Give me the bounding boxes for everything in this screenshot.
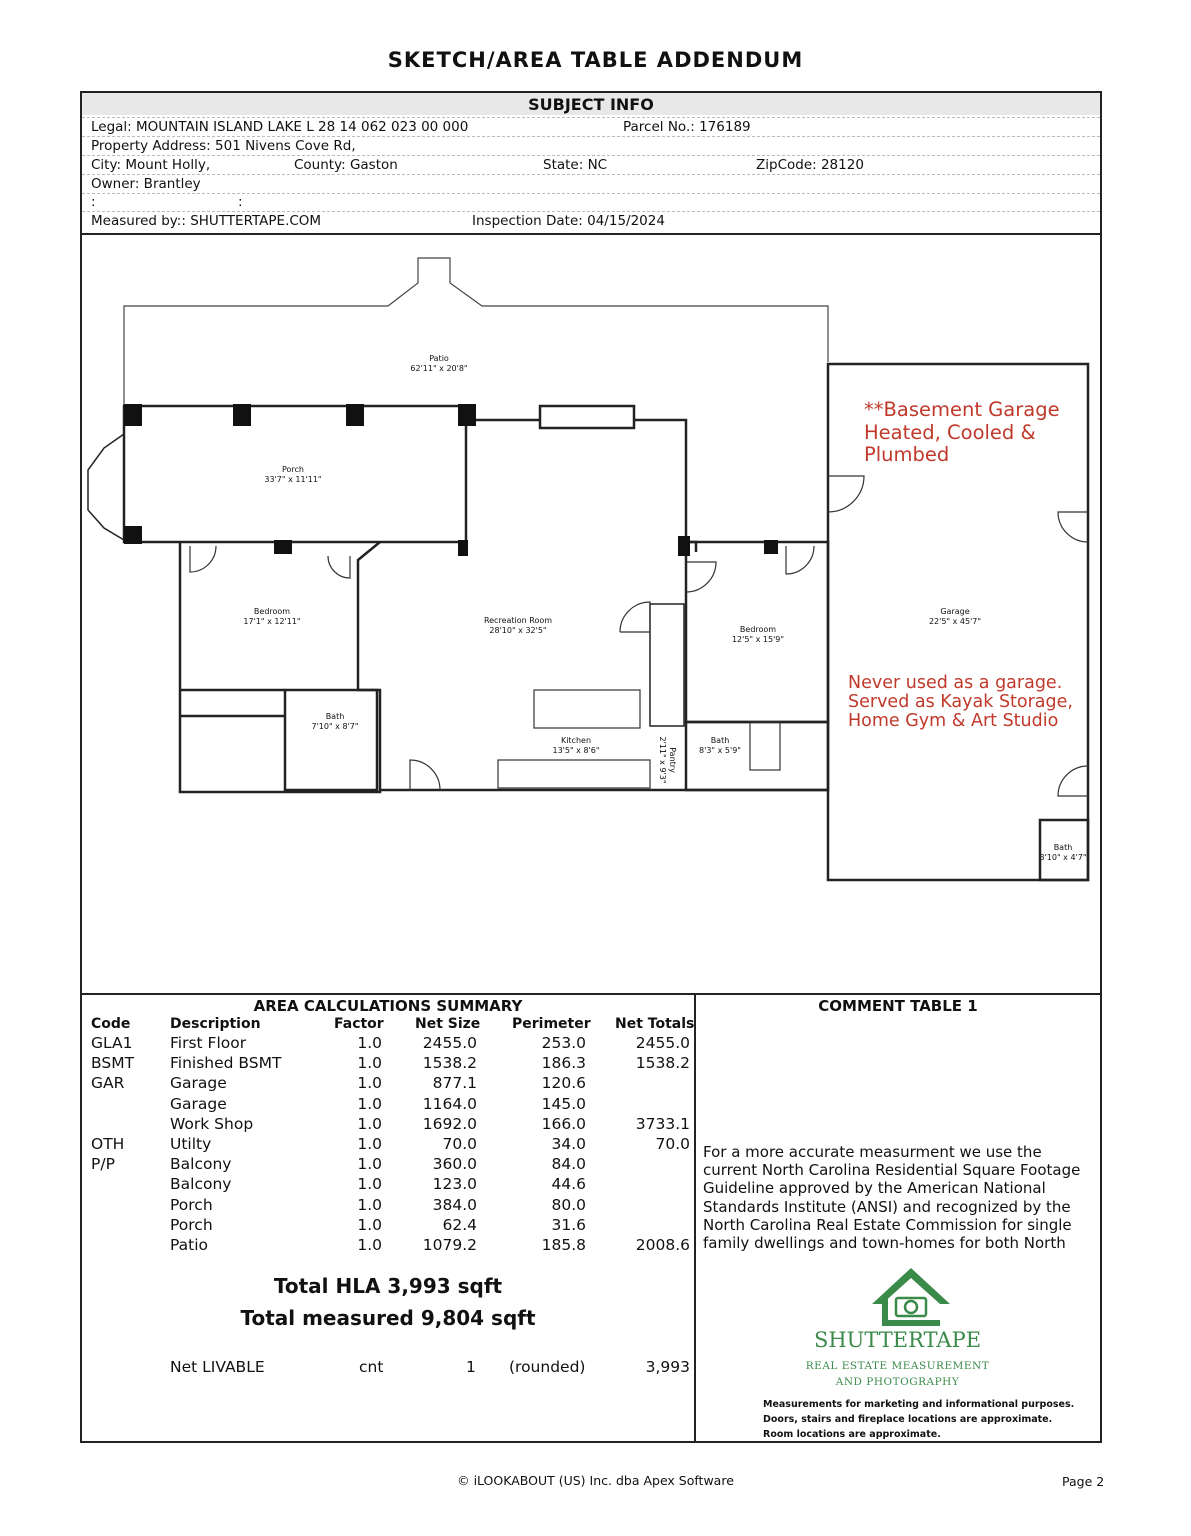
calc-cell-desc: Utilty xyxy=(170,1135,212,1153)
calc-cell-desc: Porch xyxy=(170,1195,213,1214)
calc-cell-desc: Patio xyxy=(170,1236,209,1254)
calc-cell-size: 384.0 xyxy=(432,1195,477,1214)
empty-field-colon: : xyxy=(238,194,243,210)
room-name: Bedroom xyxy=(739,625,777,634)
calc-cell-perim: 185.8 xyxy=(541,1236,586,1254)
room-dims: 2'11" x 9'3" xyxy=(658,736,667,784)
divider xyxy=(82,136,1100,137)
calc-section-border xyxy=(82,993,1100,995)
kitchen-island xyxy=(534,690,640,728)
room-dims: 28'10" x 32'5" xyxy=(489,626,547,635)
calc-cell-factor: 1.0 xyxy=(357,1175,382,1194)
room-name: Bath xyxy=(325,712,345,721)
calc-cell-total: 70.0 xyxy=(655,1135,690,1153)
total-measured: Total measured 9,804 sqft xyxy=(240,1306,536,1330)
room-name: Bath xyxy=(710,736,730,745)
room-name: Bath xyxy=(1053,843,1073,852)
room-dims: 12'5" x 15'9" xyxy=(731,635,785,644)
calc-cell-desc: First Floor xyxy=(170,1034,247,1052)
calc-cell-perim: 186.3 xyxy=(541,1054,586,1073)
calc-cell-perim: 34.0 xyxy=(551,1135,586,1153)
disclaimer-line: Measurements for marketing and informational purposes. xyxy=(763,1399,1075,1410)
calc-cell-desc: Garage xyxy=(170,1074,227,1093)
patio-outline xyxy=(124,258,828,406)
column-header: Net Totals xyxy=(615,1016,695,1032)
garage-note-line: Plumbed xyxy=(864,443,950,466)
room-dims: 62'11" x 20'8" xyxy=(410,364,468,373)
subject-section-border xyxy=(82,233,1100,235)
area-calc-heading: AREA CALCULATIONS SUMMARY xyxy=(253,997,523,1015)
document-title: SKETCH/AREA TABLE ADDENDUM xyxy=(387,48,804,72)
bath-right-walls xyxy=(686,722,828,790)
footer-copyright: © iLOOKABOUT (US) Inc. dba Apex Software xyxy=(457,1473,734,1488)
calc-cell-code: BSMT xyxy=(91,1054,135,1073)
garage-usage-note-line: Served as Kayak Storage, xyxy=(848,692,1073,712)
calc-cell-factor: 1.0 xyxy=(357,1215,382,1234)
city: City: Mount Holly, xyxy=(91,157,211,173)
calc-cell-code: OTH xyxy=(91,1135,125,1153)
room-dims: 13'5" x 8'6" xyxy=(552,746,600,755)
garage-usage-note-line: Home Gym & Art Studio xyxy=(848,711,1059,731)
owner: Owner: Brantley xyxy=(91,176,201,192)
calc-cell-factor: 1.0 xyxy=(357,1054,382,1073)
measured-by: Measured by:: SHUTTERTAPE.COM xyxy=(91,213,322,229)
calc-comment-divider xyxy=(694,993,696,1443)
column-header: Perimeter xyxy=(512,1016,591,1032)
garage-note-line: **Basement Garage xyxy=(864,398,1060,421)
calc-cell-total: 3733.1 xyxy=(635,1114,690,1133)
room-name: Kitchen xyxy=(560,736,592,745)
calc-cell-size: 62.4 xyxy=(442,1215,477,1234)
room-dims: 3'10" x 4'7" xyxy=(1039,853,1087,862)
divider xyxy=(82,117,1100,118)
calc-cell-code: GLA1 xyxy=(91,1034,133,1052)
county: County: Gaston xyxy=(294,157,398,173)
net-livable-cnt: 1 xyxy=(466,1358,476,1376)
legal-description: Legal: MOUNTAIN ISLAND LAKE L 28 14 062 023 00 000 xyxy=(91,119,469,135)
divider xyxy=(82,155,1100,156)
garage-usage-note-line: Never used as a garage. xyxy=(848,673,1063,693)
property-address: Property Address: 501 Nivens Cove Rd, xyxy=(91,138,356,154)
porch-walls xyxy=(124,406,466,542)
calc-cell-factor: 1.0 xyxy=(357,1114,382,1133)
room-dims: 22'5" x 45'7" xyxy=(928,617,982,626)
room-name: Bedroom xyxy=(253,607,291,616)
calc-cell-code: P/P xyxy=(91,1155,115,1174)
divider xyxy=(82,193,1100,194)
calc-cell-factor: 1.0 xyxy=(357,1074,382,1093)
calc-cell-code: GAR xyxy=(91,1074,125,1093)
calc-cell-perim: 80.0 xyxy=(551,1195,586,1214)
calc-cell-size: 1538.2 xyxy=(422,1054,477,1073)
calc-cell-desc: Work Shop xyxy=(170,1114,254,1133)
calc-cell-total: 2455.0 xyxy=(635,1034,690,1052)
floor-plan-sketch xyxy=(82,236,1100,992)
recreation-room-walls xyxy=(466,420,696,552)
column-header: Code xyxy=(91,1016,131,1032)
room-name: Pantry xyxy=(668,747,677,773)
garage-note-line: Heated, Cooled & xyxy=(864,421,1036,444)
column-header: Description xyxy=(170,1016,261,1032)
calc-cell-size: 70.0 xyxy=(442,1135,477,1153)
calc-cell-size: 2455.0 xyxy=(422,1034,477,1052)
room-name: Patio xyxy=(429,354,449,363)
net-livable-rounded: (rounded) xyxy=(509,1358,586,1376)
fireplace xyxy=(540,406,634,428)
total-hla: Total HLA 3,993 sqft xyxy=(273,1274,503,1298)
calc-cell-desc: Porch xyxy=(170,1215,213,1234)
comment-text: For a more accurate measurment we use the current North Carolina Residential Square Footage Guideline approved by the American National Standards Institute (ANSI) and recognized by the North Carolina Real Estate Commission for single family dwellings and town-homes for both North xyxy=(703,1143,1081,1253)
comment-table-heading: COMMENT TABLE 1 xyxy=(818,997,978,1015)
calc-cell-size: 877.1 xyxy=(432,1074,477,1093)
calc-cell-size: 1079.2 xyxy=(422,1236,477,1254)
calc-cell-perim: 166.0 xyxy=(541,1114,586,1133)
calc-cell-factor: 1.0 xyxy=(357,1195,382,1214)
porch-bay-window xyxy=(88,434,124,540)
calc-cell-perim: 120.6 xyxy=(541,1074,586,1093)
room-name: Garage xyxy=(940,607,970,616)
calc-cell-desc: Garage xyxy=(170,1094,227,1113)
disclaimer-line: Room locations are approximate. xyxy=(763,1429,941,1440)
net-livable-label: Net LIVABLE xyxy=(170,1358,265,1376)
calc-cell-factor: 1.0 xyxy=(357,1155,382,1174)
calc-cell-factor: 1.0 xyxy=(357,1094,382,1113)
divider xyxy=(82,174,1100,175)
bathtub xyxy=(750,722,780,770)
logo-wordmark: SHUTTERTAPE xyxy=(813,1328,982,1352)
calc-cell-factor: 1.0 xyxy=(357,1236,382,1254)
logo-tagline: AND PHOTOGRAPHY xyxy=(835,1376,960,1388)
calc-cell-desc: Finished BSMT xyxy=(170,1054,282,1073)
calc-cell-factor: 1.0 xyxy=(357,1034,382,1052)
stairs xyxy=(650,604,684,726)
net-livable-cnt-label: cnt xyxy=(359,1358,384,1376)
calc-cell-total: 1538.2 xyxy=(635,1054,690,1073)
state: State: NC xyxy=(543,157,608,173)
room-name: Recreation Room xyxy=(483,616,553,625)
calc-cell-perim: 84.0 xyxy=(551,1155,586,1174)
column-header: Factor xyxy=(334,1016,384,1032)
shuttertape-logo-icon xyxy=(870,1266,952,1328)
calc-cell-perim: 145.0 xyxy=(541,1094,586,1113)
bath-left-walls xyxy=(285,690,377,790)
calc-cell-desc: Balcony xyxy=(170,1175,232,1194)
inspection-date: Inspection Date: 04/15/2024 xyxy=(472,213,665,229)
calc-cell-perim: 44.6 xyxy=(551,1175,586,1194)
calc-cell-total: 2008.6 xyxy=(635,1236,690,1254)
calc-cell-size: 1164.0 xyxy=(422,1094,477,1113)
room-dims: 8'3" x 5'9" xyxy=(699,746,741,755)
subject-info-heading: SUBJECT INFO xyxy=(528,95,654,114)
bedroom-left-walls xyxy=(180,542,380,792)
zip-code: ZipCode: 28120 xyxy=(756,157,864,173)
disclaimer-line: Doors, stairs and fireplace locations are approximate. xyxy=(763,1414,1053,1425)
room-name: Porch xyxy=(281,465,305,474)
calc-cell-size: 360.0 xyxy=(432,1155,477,1174)
calc-cell-perim: 253.0 xyxy=(541,1034,586,1052)
divider xyxy=(82,211,1100,212)
room-dims: 33'7" x 11'11" xyxy=(264,475,322,484)
column-header: Net Size xyxy=(415,1016,481,1032)
net-livable-value: 3,993 xyxy=(645,1358,690,1376)
calc-cell-desc: Balcony xyxy=(170,1155,232,1174)
calc-cell-size: 123.0 xyxy=(432,1175,477,1194)
footer-page-number: Page 2 xyxy=(1062,1474,1105,1489)
calc-cell-perim: 31.6 xyxy=(551,1215,586,1234)
empty-field-colon: : xyxy=(91,194,96,210)
logo-tagline: REAL ESTATE MEASUREMENT xyxy=(805,1360,990,1372)
calc-cell-factor: 1.0 xyxy=(357,1135,382,1153)
calc-cell-size: 1692.0 xyxy=(422,1114,477,1133)
parcel-number: Parcel No.: 176189 xyxy=(623,119,751,135)
room-dims: 17'1" x 12'11" xyxy=(243,617,301,626)
room-dims: 7'10" x 8'7" xyxy=(311,722,359,731)
kitchen-counter xyxy=(498,760,650,788)
